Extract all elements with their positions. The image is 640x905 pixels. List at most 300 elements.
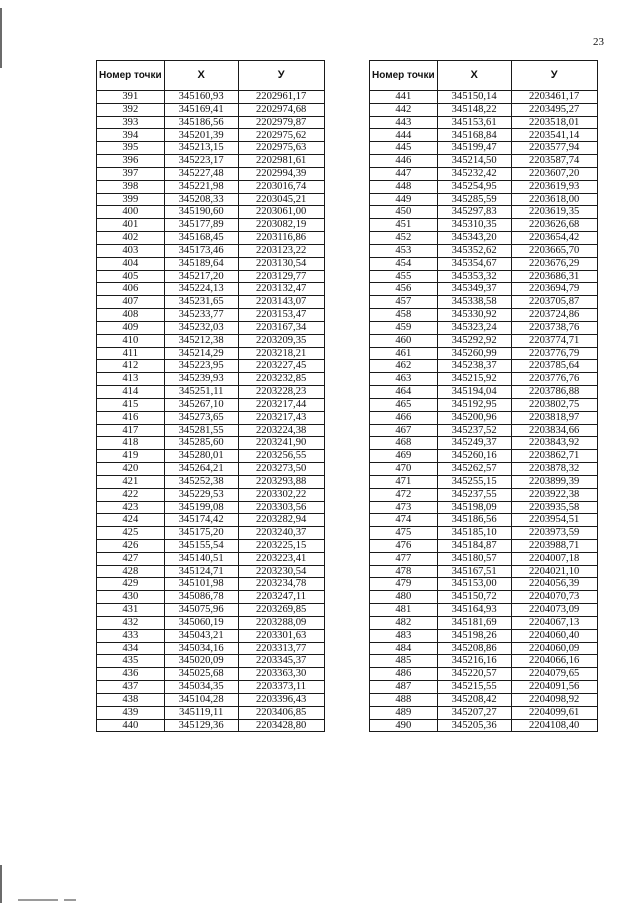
point-number-cell: 419 — [97, 450, 165, 463]
y-coordinate-cell: 2203301,63 — [238, 629, 324, 642]
table-header-row — [97, 61, 325, 91]
table-row — [370, 693, 598, 706]
table-row — [370, 167, 598, 180]
table-row — [97, 719, 325, 732]
point-number-cell: 450 — [370, 206, 438, 219]
table-row — [97, 450, 325, 463]
table-row — [370, 488, 598, 501]
x-coordinate-cell: 345223,17 — [164, 155, 238, 168]
point-number-cell: 406 — [97, 283, 165, 296]
table-row — [97, 270, 325, 283]
table-row — [97, 257, 325, 270]
y-coordinate-cell: 2202981,61 — [238, 155, 324, 168]
point-number-cell: 425 — [97, 527, 165, 540]
point-number-cell: 463 — [370, 373, 438, 386]
table-row — [97, 514, 325, 527]
table-row — [370, 565, 598, 578]
point-number-cell: 483 — [370, 629, 438, 642]
table-row — [97, 527, 325, 540]
y-coordinate-cell: 2203495,27 — [511, 103, 597, 116]
point-number-cell: 428 — [97, 565, 165, 578]
x-coordinate-cell: 345229,53 — [164, 488, 238, 501]
y-coordinate-cell: 2203587,74 — [511, 155, 597, 168]
bottom-scan-smudge — [18, 899, 58, 901]
point-number-cell: 490 — [370, 719, 438, 732]
table-row — [97, 604, 325, 617]
point-number-cell: 457 — [370, 296, 438, 309]
y-coordinate-cell: 2203240,37 — [238, 527, 324, 540]
point-number-cell: 415 — [97, 398, 165, 411]
y-coordinate-cell: 2203665,70 — [511, 244, 597, 257]
table-row — [97, 155, 325, 168]
point-number-cell: 473 — [370, 501, 438, 514]
x-coordinate-cell: 345186,56 — [164, 116, 238, 129]
x-coordinate-cell: 345180,57 — [437, 552, 511, 565]
y-coordinate-cell: 2203230,54 — [238, 565, 324, 578]
header-point-number: Номер точки — [370, 61, 438, 91]
table-row — [370, 539, 598, 552]
x-coordinate-cell: 345177,89 — [164, 219, 238, 232]
x-coordinate-cell: 345174,42 — [164, 514, 238, 527]
table-row — [370, 706, 598, 719]
y-coordinate-cell: 2203686,31 — [511, 270, 597, 283]
y-coordinate-cell: 2204079,65 — [511, 668, 597, 681]
point-number-cell: 442 — [370, 103, 438, 116]
x-coordinate-cell: 345124,71 — [164, 565, 238, 578]
point-number-cell: 431 — [97, 604, 165, 617]
table-row — [370, 296, 598, 309]
point-number-cell: 424 — [97, 514, 165, 527]
x-coordinate-cell: 345200,96 — [437, 411, 511, 424]
x-coordinate-cell: 345215,92 — [437, 373, 511, 386]
table-row — [370, 655, 598, 668]
point-number-cell: 434 — [97, 642, 165, 655]
x-coordinate-cell: 345184,87 — [437, 539, 511, 552]
y-coordinate-cell: 2203232,85 — [238, 373, 324, 386]
left-edge-scan-mark — [0, 8, 2, 68]
x-coordinate-cell: 345264,21 — [164, 463, 238, 476]
x-coordinate-cell: 345273,65 — [164, 411, 238, 424]
y-coordinate-cell: 2203016,74 — [238, 180, 324, 193]
coordinates-table-right — [369, 60, 598, 732]
x-coordinate-cell: 345168,84 — [437, 129, 511, 142]
y-coordinate-cell: 2202975,62 — [238, 129, 324, 142]
y-coordinate-cell: 2203061,00 — [238, 206, 324, 219]
point-number-cell: 465 — [370, 398, 438, 411]
point-number-cell: 472 — [370, 488, 438, 501]
header-point-number: Номер точки — [97, 61, 165, 91]
table-row — [97, 552, 325, 565]
x-coordinate-cell: 345185,10 — [437, 527, 511, 540]
y-coordinate-cell: 2204067,13 — [511, 616, 597, 629]
table-row — [97, 539, 325, 552]
point-number-cell: 454 — [370, 257, 438, 270]
table-row — [370, 155, 598, 168]
point-number-cell: 407 — [97, 296, 165, 309]
header-x: X — [164, 61, 238, 91]
table-row — [97, 296, 325, 309]
x-coordinate-cell: 345260,16 — [437, 450, 511, 463]
point-number-cell: 458 — [370, 309, 438, 322]
point-number-cell: 397 — [97, 167, 165, 180]
table-row — [370, 116, 598, 129]
table-row — [370, 398, 598, 411]
point-number-cell: 426 — [97, 539, 165, 552]
point-number-cell: 430 — [97, 591, 165, 604]
x-coordinate-cell: 345224,13 — [164, 283, 238, 296]
y-coordinate-cell: 2203234,78 — [238, 578, 324, 591]
x-coordinate-cell: 345086,78 — [164, 591, 238, 604]
x-coordinate-cell: 345227,48 — [164, 167, 238, 180]
y-coordinate-cell: 2203241,90 — [238, 437, 324, 450]
x-coordinate-cell: 345034,35 — [164, 681, 238, 694]
x-coordinate-cell: 345168,45 — [164, 232, 238, 245]
table-row — [97, 91, 325, 104]
header-y: У — [511, 61, 597, 91]
table-row — [370, 642, 598, 655]
x-coordinate-cell: 345285,60 — [164, 437, 238, 450]
point-number-cell: 403 — [97, 244, 165, 257]
table-row — [370, 180, 598, 193]
y-coordinate-cell: 2203396,43 — [238, 693, 324, 706]
x-coordinate-cell: 345238,37 — [437, 360, 511, 373]
y-coordinate-cell: 2203225,15 — [238, 539, 324, 552]
table-row — [370, 232, 598, 245]
point-number-cell: 466 — [370, 411, 438, 424]
y-coordinate-cell: 2203082,19 — [238, 219, 324, 232]
point-number-cell: 423 — [97, 501, 165, 514]
y-coordinate-cell: 2203228,23 — [238, 386, 324, 399]
y-coordinate-cell: 2204056,39 — [511, 578, 597, 591]
point-number-cell: 405 — [97, 270, 165, 283]
point-number-cell: 421 — [97, 475, 165, 488]
table-header-row — [370, 61, 598, 91]
point-number-cell: 438 — [97, 693, 165, 706]
table-row — [97, 681, 325, 694]
y-coordinate-cell: 2202961,17 — [238, 91, 324, 104]
table-row — [97, 193, 325, 206]
table-row — [370, 604, 598, 617]
y-coordinate-cell: 2203132,47 — [238, 283, 324, 296]
table-row — [370, 309, 598, 322]
y-coordinate-cell: 2202994,39 — [238, 167, 324, 180]
y-coordinate-cell: 2204098,92 — [511, 693, 597, 706]
x-coordinate-cell: 345343,20 — [437, 232, 511, 245]
table-row — [97, 116, 325, 129]
table-row — [97, 463, 325, 476]
y-coordinate-cell: 2203619,35 — [511, 206, 597, 219]
x-coordinate-cell: 345251,11 — [164, 386, 238, 399]
point-number-cell: 480 — [370, 591, 438, 604]
x-coordinate-cell: 345101,98 — [164, 578, 238, 591]
point-number-cell: 396 — [97, 155, 165, 168]
table-row — [97, 642, 325, 655]
y-coordinate-cell: 2203654,42 — [511, 232, 597, 245]
y-coordinate-cell: 2203373,11 — [238, 681, 324, 694]
x-coordinate-cell: 345297,83 — [437, 206, 511, 219]
table-row — [97, 693, 325, 706]
x-coordinate-cell: 345215,55 — [437, 681, 511, 694]
table-row — [370, 360, 598, 373]
point-number-cell: 464 — [370, 386, 438, 399]
point-number-cell: 488 — [370, 693, 438, 706]
point-number-cell: 471 — [370, 475, 438, 488]
x-coordinate-cell: 345169,41 — [164, 103, 238, 116]
point-number-cell: 461 — [370, 347, 438, 360]
y-coordinate-cell: 2204070,73 — [511, 591, 597, 604]
x-coordinate-cell: 345205,36 — [437, 719, 511, 732]
x-coordinate-cell: 345198,09 — [437, 501, 511, 514]
x-coordinate-cell: 345216,16 — [437, 655, 511, 668]
x-coordinate-cell: 345198,26 — [437, 629, 511, 642]
table-row — [370, 629, 598, 642]
table-row — [97, 706, 325, 719]
y-coordinate-cell: 2203607,20 — [511, 167, 597, 180]
point-number-cell: 453 — [370, 244, 438, 257]
x-coordinate-cell: 345043,21 — [164, 629, 238, 642]
point-number-cell: 420 — [97, 463, 165, 476]
point-number-cell: 401 — [97, 219, 165, 232]
y-coordinate-cell: 2204021,10 — [511, 565, 597, 578]
y-coordinate-cell: 2203774,71 — [511, 334, 597, 347]
point-number-cell: 460 — [370, 334, 438, 347]
point-number-cell: 443 — [370, 116, 438, 129]
y-coordinate-cell: 2204066,16 — [511, 655, 597, 668]
y-coordinate-cell: 2204073,09 — [511, 604, 597, 617]
point-number-cell: 435 — [97, 655, 165, 668]
y-coordinate-cell: 2204108,40 — [511, 719, 597, 732]
point-number-cell: 485 — [370, 655, 438, 668]
table-row — [97, 488, 325, 501]
table-row — [97, 347, 325, 360]
x-coordinate-cell: 345190,60 — [164, 206, 238, 219]
x-coordinate-cell: 345155,54 — [164, 539, 238, 552]
x-coordinate-cell: 345150,72 — [437, 591, 511, 604]
y-coordinate-cell: 2202975,63 — [238, 142, 324, 155]
table-row — [370, 719, 598, 732]
y-coordinate-cell: 2203303,56 — [238, 501, 324, 514]
header-y: У — [238, 61, 324, 91]
x-coordinate-cell: 345223,95 — [164, 360, 238, 373]
y-coordinate-cell: 2202979,87 — [238, 116, 324, 129]
y-coordinate-cell: 2203302,22 — [238, 488, 324, 501]
table-row — [97, 475, 325, 488]
x-coordinate-cell: 345164,93 — [437, 604, 511, 617]
y-coordinate-cell: 2203288,09 — [238, 616, 324, 629]
x-coordinate-cell: 345153,00 — [437, 578, 511, 591]
point-number-cell: 418 — [97, 437, 165, 450]
x-coordinate-cell: 345075,96 — [164, 604, 238, 617]
point-number-cell: 410 — [97, 334, 165, 347]
point-number-cell: 437 — [97, 681, 165, 694]
point-number-cell: 416 — [97, 411, 165, 424]
y-coordinate-cell: 2203954,51 — [511, 514, 597, 527]
point-number-cell: 444 — [370, 129, 438, 142]
table-row — [370, 411, 598, 424]
table-row — [370, 527, 598, 540]
y-coordinate-cell: 2203217,43 — [238, 411, 324, 424]
x-coordinate-cell: 345020,09 — [164, 655, 238, 668]
point-number-cell: 432 — [97, 616, 165, 629]
x-coordinate-cell: 345148,22 — [437, 103, 511, 116]
table-row — [370, 463, 598, 476]
y-coordinate-cell: 2203143,07 — [238, 296, 324, 309]
x-coordinate-cell: 345231,65 — [164, 296, 238, 309]
table-row — [370, 668, 598, 681]
x-coordinate-cell: 345239,93 — [164, 373, 238, 386]
table-row — [370, 283, 598, 296]
table-row — [97, 398, 325, 411]
table-row — [370, 244, 598, 257]
x-coordinate-cell: 345310,35 — [437, 219, 511, 232]
x-coordinate-cell: 345255,15 — [437, 475, 511, 488]
table-row — [97, 334, 325, 347]
table-row — [370, 386, 598, 399]
table-row — [370, 501, 598, 514]
y-coordinate-cell: 2203256,55 — [238, 450, 324, 463]
table-row — [97, 616, 325, 629]
table-row — [370, 450, 598, 463]
point-number-cell: 392 — [97, 103, 165, 116]
point-number-cell: 413 — [97, 373, 165, 386]
x-coordinate-cell: 345060,19 — [164, 616, 238, 629]
x-coordinate-cell: 345214,50 — [437, 155, 511, 168]
x-coordinate-cell: 345249,37 — [437, 437, 511, 450]
table-body-right — [370, 91, 598, 732]
x-coordinate-cell: 345338,58 — [437, 296, 511, 309]
table-row — [97, 142, 325, 155]
x-coordinate-cell: 345119,11 — [164, 706, 238, 719]
y-coordinate-cell: 2203776,79 — [511, 347, 597, 360]
table-row — [97, 244, 325, 257]
y-coordinate-cell: 2203209,35 — [238, 334, 324, 347]
table-row — [97, 129, 325, 142]
x-coordinate-cell: 345330,92 — [437, 309, 511, 322]
y-coordinate-cell: 2203227,45 — [238, 360, 324, 373]
point-number-cell: 469 — [370, 450, 438, 463]
x-coordinate-cell: 345214,29 — [164, 347, 238, 360]
table-row — [370, 219, 598, 232]
x-coordinate-cell: 345323,24 — [437, 321, 511, 334]
x-coordinate-cell: 345175,20 — [164, 527, 238, 540]
point-number-cell: 446 — [370, 155, 438, 168]
table-row — [370, 142, 598, 155]
table-row — [370, 591, 598, 604]
x-coordinate-cell: 345212,38 — [164, 334, 238, 347]
x-coordinate-cell: 345104,28 — [164, 693, 238, 706]
table-row — [97, 591, 325, 604]
point-number-cell: 439 — [97, 706, 165, 719]
point-number-cell: 433 — [97, 629, 165, 642]
y-coordinate-cell: 2203988,71 — [511, 539, 597, 552]
y-coordinate-cell: 2203785,64 — [511, 360, 597, 373]
point-number-cell: 474 — [370, 514, 438, 527]
y-coordinate-cell: 2203406,85 — [238, 706, 324, 719]
x-coordinate-cell: 345129,36 — [164, 719, 238, 732]
y-coordinate-cell: 2203224,38 — [238, 424, 324, 437]
y-coordinate-cell: 2203818,97 — [511, 411, 597, 424]
table-row — [370, 270, 598, 283]
point-number-cell: 478 — [370, 565, 438, 578]
table-row — [97, 206, 325, 219]
y-coordinate-cell: 2203313,77 — [238, 642, 324, 655]
point-number-cell: 404 — [97, 257, 165, 270]
point-number-cell: 468 — [370, 437, 438, 450]
y-coordinate-cell: 2203619,93 — [511, 180, 597, 193]
page-number: 23 — [593, 36, 604, 48]
y-coordinate-cell: 2203123,22 — [238, 244, 324, 257]
point-number-cell: 459 — [370, 321, 438, 334]
x-coordinate-cell: 345207,27 — [437, 706, 511, 719]
y-coordinate-cell: 2203973,59 — [511, 527, 597, 540]
point-number-cell: 408 — [97, 309, 165, 322]
x-coordinate-cell: 345237,52 — [437, 424, 511, 437]
y-coordinate-cell: 2203577,94 — [511, 142, 597, 155]
table-row — [370, 206, 598, 219]
y-coordinate-cell: 2203899,39 — [511, 475, 597, 488]
point-number-cell: 481 — [370, 604, 438, 617]
x-coordinate-cell: 345150,14 — [437, 91, 511, 104]
x-coordinate-cell: 345233,77 — [164, 309, 238, 322]
coordinates-table-left — [96, 60, 325, 732]
y-coordinate-cell: 2203705,87 — [511, 296, 597, 309]
table-row — [370, 129, 598, 142]
point-number-cell: 394 — [97, 129, 165, 142]
y-coordinate-cell: 2204007,18 — [511, 552, 597, 565]
y-coordinate-cell: 2203247,11 — [238, 591, 324, 604]
point-number-cell: 456 — [370, 283, 438, 296]
table-row — [97, 578, 325, 591]
x-coordinate-cell: 345280,01 — [164, 450, 238, 463]
y-coordinate-cell: 2203843,92 — [511, 437, 597, 450]
table-row — [370, 103, 598, 116]
point-number-cell: 399 — [97, 193, 165, 206]
point-number-cell: 445 — [370, 142, 438, 155]
y-coordinate-cell: 2203878,32 — [511, 463, 597, 476]
table-row — [97, 565, 325, 578]
table-row — [97, 386, 325, 399]
x-coordinate-cell: 345208,86 — [437, 642, 511, 655]
point-number-cell: 414 — [97, 386, 165, 399]
x-coordinate-cell: 345352,62 — [437, 244, 511, 257]
x-coordinate-cell: 345167,51 — [437, 565, 511, 578]
y-coordinate-cell: 2203694,79 — [511, 283, 597, 296]
y-coordinate-cell: 2203776,76 — [511, 373, 597, 386]
x-coordinate-cell: 345354,67 — [437, 257, 511, 270]
point-number-cell: 484 — [370, 642, 438, 655]
point-number-cell: 417 — [97, 424, 165, 437]
point-number-cell: 462 — [370, 360, 438, 373]
table-row — [370, 321, 598, 334]
x-coordinate-cell: 345221,98 — [164, 180, 238, 193]
point-number-cell: 477 — [370, 552, 438, 565]
x-coordinate-cell: 345186,56 — [437, 514, 511, 527]
point-number-cell: 482 — [370, 616, 438, 629]
x-coordinate-cell: 345262,57 — [437, 463, 511, 476]
left-edge-scan-mark-bottom — [0, 865, 2, 903]
y-coordinate-cell: 2203922,38 — [511, 488, 597, 501]
y-coordinate-cell: 2203345,37 — [238, 655, 324, 668]
table-row — [370, 514, 598, 527]
point-number-cell: 391 — [97, 91, 165, 104]
x-coordinate-cell: 345267,10 — [164, 398, 238, 411]
table-row — [370, 552, 598, 565]
x-coordinate-cell: 345189,64 — [164, 257, 238, 270]
y-coordinate-cell: 2203786,88 — [511, 386, 597, 399]
point-number-cell: 409 — [97, 321, 165, 334]
y-coordinate-cell: 2204060,09 — [511, 642, 597, 655]
table-row — [370, 424, 598, 437]
